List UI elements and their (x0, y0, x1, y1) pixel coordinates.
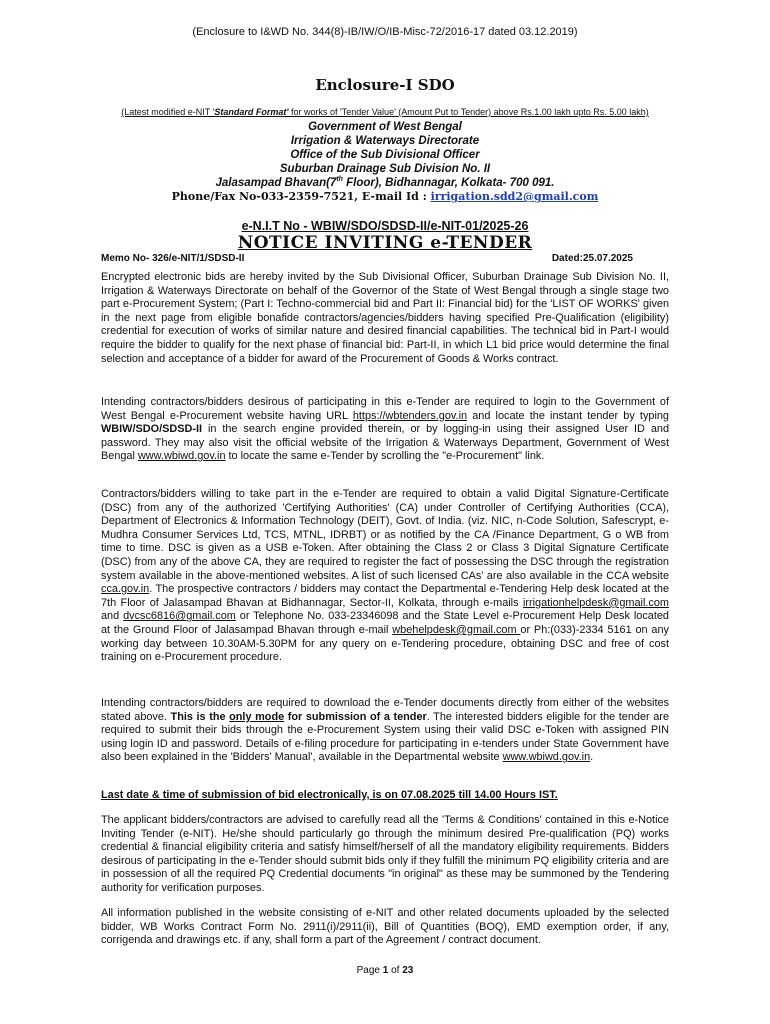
contact-line (0, 190, 770, 203)
page-number: Page 1 of 23 (356, 965, 414, 976)
division-name: Suburban Drainage Sub Division No. II (279, 163, 491, 175)
office-name: Office of the Sub Divisional Officer (290, 149, 480, 161)
paragraph-download: Intending contractors/bidders are required to download the e-Tender documents directly from either of the websites stated above. This is the only mode for submission of a tender. The interested bidders eligible for the tender are required to submit their bids through the e-Procurement System using their valid DSC e-Token with assigned PIN using login ID and password. Details of e-filing procedure for participating in e-tenders under State Government have also been explained in the 'Bidders' Manual', available in the Departmental website www.wbiwd.gov.in. (101, 697, 669, 764)
paragraph-invitation: Encrypted electronic bids are hereby invited by the Sub Divisional Officer, Suburban Drainage Sub Division No. II, Irrigation & Waterways Directorate on behalf of the Governor of the State of West Bengal through a single stage two part e-Procurement System; (Part I: Techno-commercial bid and Part II: Financial bid) for the 'LIST OF WORKS' given in the next page from eligible bonafide contractors/agencies/bidders having specified Pre-Qualification (eligibility) credential for execution of works of similar nature and desired financial capabilities. The technical bid in Part-I would require the bidder to qualify for the next phase of financial bid: Part-II, in which L1 bid price would determine the final selection and acceptance of a bidder for award of the Procurement of Goods & Works contract. (101, 271, 669, 365)
wbtenders-link[interactable]: https://wbtenders.gov.in (352, 409, 468, 422)
enit-number: e-N.I.T No - WBIW/SDO/SDSD-II/e-NIT-01/2025-26 (241, 219, 529, 233)
paragraph-terms: The applicant bidders/contractors are advised to carefully read all the 'Terms & Conditions' contained in this e-Notice Inviting Tender (e-NIT). He/she should particularly go through the minimum desired Pre-qualification (PQ) works credential & financial eligibility criteria and satisfy himself/herself of all the mandatory eligibility requirements. Bidders desirous of participating in the e-Tender should submit bids only if they fulfill the minimum PQ eligibility criteria and are in possession of all the required PQ Credential documents "in original" as these may be summoned by the Tendering authority for verification purposes. (101, 814, 669, 894)
cca-link[interactable]: cca.gov.in (101, 583, 150, 596)
notice-title: NOTICE INVITING e-TENDER (237, 233, 533, 253)
phone-fax: Phone/Fax No-033-2359-7521, E-mail Id : (171, 190, 431, 203)
memo-number: Memo No- 326/e-NIT/1/SDSD-II (101, 253, 245, 264)
dvcsc-email-link[interactable]: dvcsc6816@gmail.com (123, 610, 236, 623)
paragraph-login: Intending contractors/bidders desirous of participating in this e-Tender are required to login to the Government of West Bengal e-Procurement website having URL https://wbtenders.gov.in and locate the instant tender by typing WBIW/SDO/SDSD-II in the search engine provided therein, or by logging-in using their assigned User ID and password. They may also visit the official website of the Irrigation & Waterways Department, Government of West Bengal www.wbiwd.gov.in to locate the same e-Tender by scrolling the "e-Procurement" link. (101, 396, 669, 463)
wbiwd-manual-link[interactable]: www.wbiwd.gov.in (502, 751, 591, 764)
office-email-link[interactable]: irrigation.sdd2@gmail.com (430, 190, 599, 203)
format-note: (Latest modified e-NIT 'Standard Format' for works of 'Tender Value' (Amount Put to Tender) above Rs.1.00 lakh upto Rs. 5.00 lakh) (121, 107, 649, 117)
last-date-notice: Last date & time of submission of bid electronically, is on 07.08.2025 till 14.00 Hours IST. (101, 789, 558, 801)
wbehelpdesk-email-link[interactable]: wbehelpdesk@gmail.com (392, 623, 521, 636)
paragraph-information: All information published in the website consisting of e-NIT and other related documents uploaded by the selected bidder, WB Works Contract Form No. 2911(i)/2911(ii), Bill of Quantities (BOQ), EMD exemption order, if any, corrigenda and drawings etc. if any, shall form a part of the Agreement / contract document. (101, 907, 669, 947)
government-name: Government of West Bengal (308, 121, 462, 133)
directorate-name: Irrigation & Waterways Directorate (290, 135, 480, 147)
helpdesk-email-link[interactable]: irrigationhelpdesk@gmail.com (522, 596, 669, 609)
paragraph-dsc: Contractors/bidders willing to take part in the e-Tender are required to obtain a valid Digital Signature-Certificate (DSC) from any of the authorized 'Certifying Authorities' (CA) under Controller of Certifying Authorities (CCA), Department of Electronics & Information Technology (DEIT), Govt. of India. (viz. NIC, n-Code Solution, Safescrypt, e-Mudhra Consumer Services Ltd, TCS, MTNL, IDRBT) or as notified by the CA /Finance Department, G o WB from time to time. DSC is given as a USB e-Token. After obtaining the Class 2 or Class 3 Digital Signature Certificate (DSC) from any of the above CA, they are required to register the fact of possessing the DSC through the registration system available in the above-mentioned websites. A list of such licensed CAs' are also available in the CCA website cca.gov.in. The prospective contractors / bidders may contact the Departmental e-Tendering Help desk located at the 7th Floor of Jalasampad Bhavan at Bidhannagar, Sector-II, Kolkata, through e-mails irrigationhelpdesk@gmail.com and dvcsc6816@gmail.com or Telephone No. 033-23346098 and the State Level e-Procurement Help Desk located at the Ground Floor of Jalasampad Bhavan through e-mail wbehelpdesk@gmail.com or Ph:(033)-2334 5161 on any working day between 10.30AM-5.30PM for any query on e-Tendering procedure, obtaining DSC and free of cost training on e-Procurement procedure. (101, 488, 669, 664)
office-address: Jalasampad Bhavan(7th Floor), Bidhannagar, Kolkata- 700 091. (215, 176, 555, 189)
wbiwd-link[interactable]: www.wbiwd.gov.in (137, 450, 226, 463)
memo-date: Dated:25.07.2025 (551, 253, 633, 264)
enclosure-title: Enclosure-I SDO (315, 76, 455, 94)
enclosure-reference: (Enclosure to I&WD No. 344(8)-IB/IW/O/IB-Misc-72/2016-17 dated 03.12.2019) (192, 26, 578, 38)
